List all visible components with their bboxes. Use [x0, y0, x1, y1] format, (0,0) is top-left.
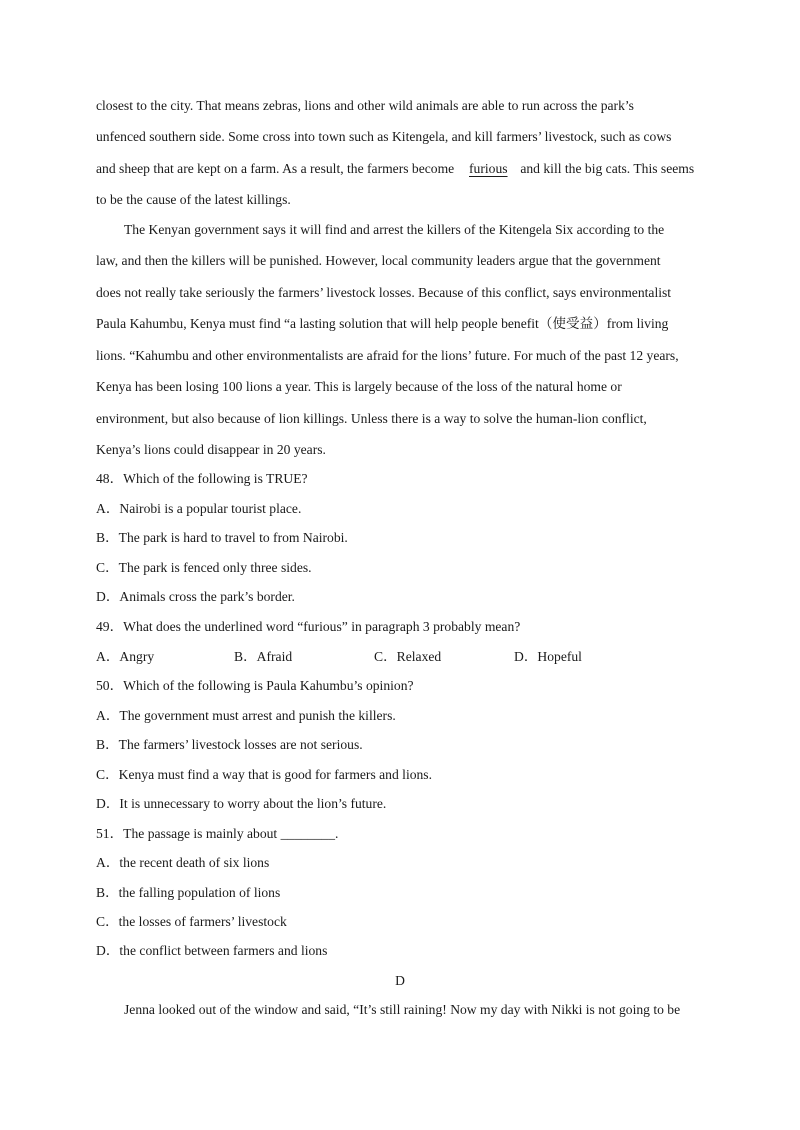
option-d: D．Animals cross the park’s border. — [96, 589, 295, 604]
paragraph-line — [96, 160, 694, 178]
option-b: B．the falling population of lions — [96, 885, 281, 900]
option-c: C．Kenya must find a way that is good for farmers and lions. — [96, 767, 433, 782]
paragraph-line: law, and then the killers will be punished. However, local community leaders argue that the government — [96, 253, 661, 268]
option-a: A．the recent death of six lions — [96, 855, 270, 870]
option-d: D．Hopeful — [514, 649, 582, 664]
question-text: 49．What does the underlined word “furious” in paragraph 3 probably mean? — [96, 619, 521, 634]
paragraph-line: closest to the city. That means zebras, lions and other wild animals are able to run across the park’s — [96, 98, 634, 113]
question-text: 50．Which of the following is Paula Kahumbu’s opinion? — [96, 678, 414, 693]
option-a: A．Angry — [96, 649, 155, 664]
option-d: D．the conflict between farmers and lions — [96, 943, 328, 958]
section-heading: D — [395, 973, 405, 988]
option-c: C．Relaxed — [374, 649, 442, 664]
question-text: 51．The passage is mainly about ________. — [96, 826, 339, 841]
paragraph-line: environment, but also because of lion killings. Unless there is a way to solve the human-lion conflict, — [96, 411, 647, 426]
paragraph-line: The Kenyan government says it will find and arrest the killers of the Kitengela Six according to the — [124, 222, 665, 237]
option-c: C．the losses of farmers’ livestock — [96, 914, 287, 929]
option-d: D．It is unnecessary to worry about the lion’s future. — [96, 796, 387, 811]
option-b: B．Afraid — [234, 649, 293, 664]
underlined-word: furious — [469, 161, 508, 176]
paragraph-line: Kenya’s lions could disappear in 20 years. — [96, 442, 326, 457]
paragraph-line: unfenced southern side. Some cross into town such as Kitengela, and kill farmers’ livestock, such as cows — [96, 129, 672, 144]
option-c: C．The park is fenced only three sides. — [96, 560, 312, 575]
text-segment: and sheep that are kept on a farm. As a result, the farmers become — [96, 161, 455, 176]
text-segment: and kill the big cats. This seems — [520, 161, 695, 176]
option-b: B．The farmers’ livestock losses are not serious. — [96, 737, 363, 752]
option-row — [96, 648, 582, 666]
option-a: A．The government must arrest and punish the killers. — [96, 708, 396, 723]
paragraph-line: does not really take seriously the farmers’ livestock losses. Because of this conflict, says environmentalist — [96, 285, 672, 300]
paragraph-line: lions. “Kahumbu and other environmentalists are afraid for the lions’ future. For much of the past 12 years, — [96, 348, 679, 363]
paragraph-line: Jenna looked out of the window and said, “It’s still raining! Now my day with Nikki is not going to be — [124, 1002, 681, 1017]
paragraph-line: to be the cause of the latest killings. — [96, 192, 291, 207]
paragraph-line: Kenya has been losing 100 lions a year. This is largely because of the loss of the natural home or — [96, 379, 622, 394]
option-a: A．Nairobi is a popular tourist place. — [96, 501, 302, 516]
option-b: B．The park is hard to travel to from Nairobi. — [96, 530, 348, 545]
question-text: 48．Which of the following is TRUE? — [96, 471, 308, 486]
paragraph-line: Paula Kahumbu, Kenya must find “a lasting solution that will help people benefit（使受益）from living — [96, 316, 669, 331]
